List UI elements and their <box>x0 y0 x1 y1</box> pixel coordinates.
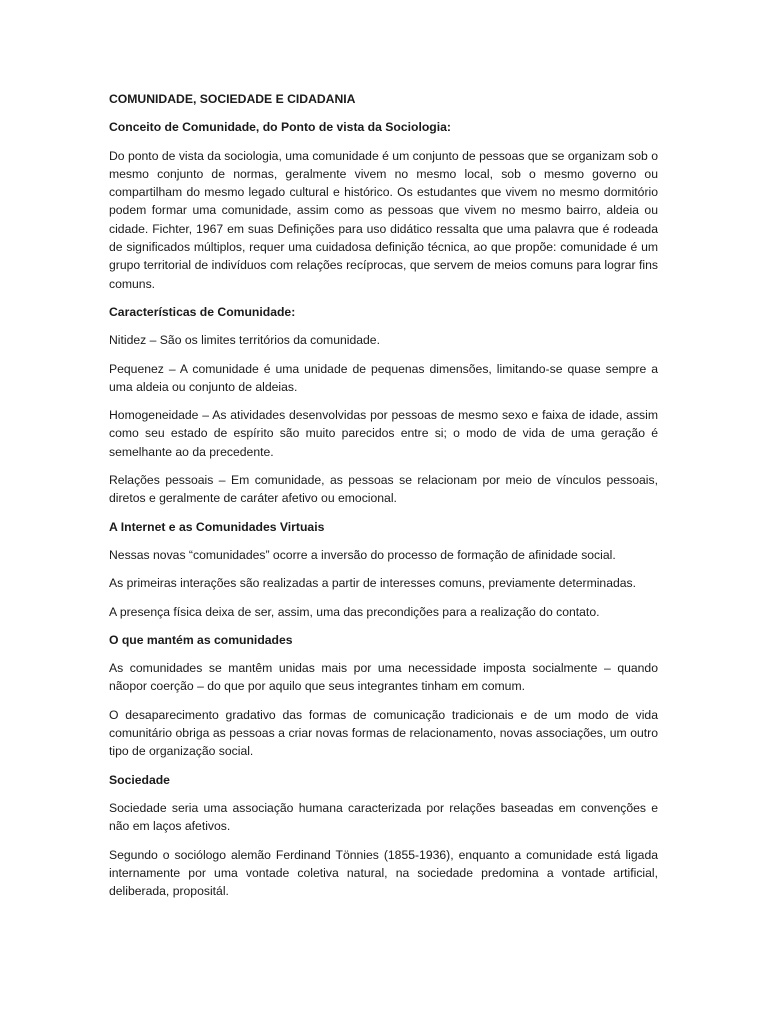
internet-paragraph: As primeiras interações são realizadas a partir de interesses comuns, previamente determinadas. <box>109 576 637 591</box>
maintain-heading: O que mantém as comunidades <box>109 632 293 647</box>
internet-paragraph: Nessas novas “comunidades” ocorre a inversão do processo de formação de afinidade social. <box>109 547 616 562</box>
maintain-paragraph: As comunidades se mantêm unidas mais por uma necessidade imposta socialmente – quando nãopor coerção – do que por aquilo que seus integrantes tinham em comum. <box>109 661 658 694</box>
internet-heading: A Internet e as Comunidades Virtuais <box>109 519 325 534</box>
characteristic-pequenez: Pequenez – A comunidade é uma unidade de pequenas dimensões, limitando-se quase sempre a uma aldeia ou conjunto de aldeias. <box>109 361 658 394</box>
characteristic-homogeneidade: Homogeneidade – As atividades desenvolvidas por pessoas de mesmo sexo e faixa de idade, assim como seu estado de espírito são muito parecidos entre si; o modo de vida de uma geração é semelhante ao da precedente. <box>109 408 658 459</box>
society-paragraph: Segundo o sociólogo alemão Ferdinand Tönnies (1855-1936), enquanto a comunidade está ligada internamente por uma vontade coletiva natural, na sociedade predomina a vontade artificial, deliberada, propositál. <box>109 847 658 899</box>
concept-paragraph: Do ponto de vista da sociologia, uma comunidade é um conjunto de pessoas que se organizam sob o mesmo conjunto de normas, geralmente vivem no mesmo local, sob o mesmo governo ou compartilham do mesmo legado cultural e histórico. Os estudantes que vivem no mesmo dormitório podem formar uma comunidade, assim como as pessoas que vivem no mesmo bairro, aldeia ou cidade. Fichter, 1967 em suas Definições para uso didático ressalta que uma palavra que é rodeada de significados múltiplos, requer uma cuidadosa definição técnica, ao que propõe: comunidade é um grupo territorial de indivíduos com relações recíprocas, que servem de meios comuns para lograr fins comuns. <box>109 148 658 291</box>
maintain-paragraph: O desaparecimento gradativo das formas de comunicação tradicionais e de um modo de vida comunitário obriga as pessoas a criar novas formas de relacionamento, novas associações, um outro tipo de organização social. <box>109 707 658 759</box>
society-heading: Sociedade <box>109 772 170 787</box>
document-title: COMUNIDADE, SOCIEDADE E CIDADANIA <box>109 92 356 106</box>
characteristic-nitidez: Nitidez – São os limites territórios da comunidade. <box>109 333 380 348</box>
internet-paragraph: A presença física deixa de ser, assim, uma das precondições para a realização do contato. <box>109 604 600 619</box>
society-paragraph: Sociedade seria uma associação humana caracterizada por relações baseadas em convenções e não em laços afetivos. <box>109 800 658 834</box>
concept-heading: Conceito de Comunidade, do Ponto de vista da Sociologia: <box>109 120 451 135</box>
characteristic-relacoes-pessoais: Relações pessoais – Em comunidade, as pessoas se relacionam por meio de vínculos pessoais, diretos e geralmente de caráter afetivo ou emocional. <box>109 473 658 506</box>
document-body <box>109 90 658 910</box>
characteristics-heading: Características de Comunidade: <box>109 304 296 319</box>
